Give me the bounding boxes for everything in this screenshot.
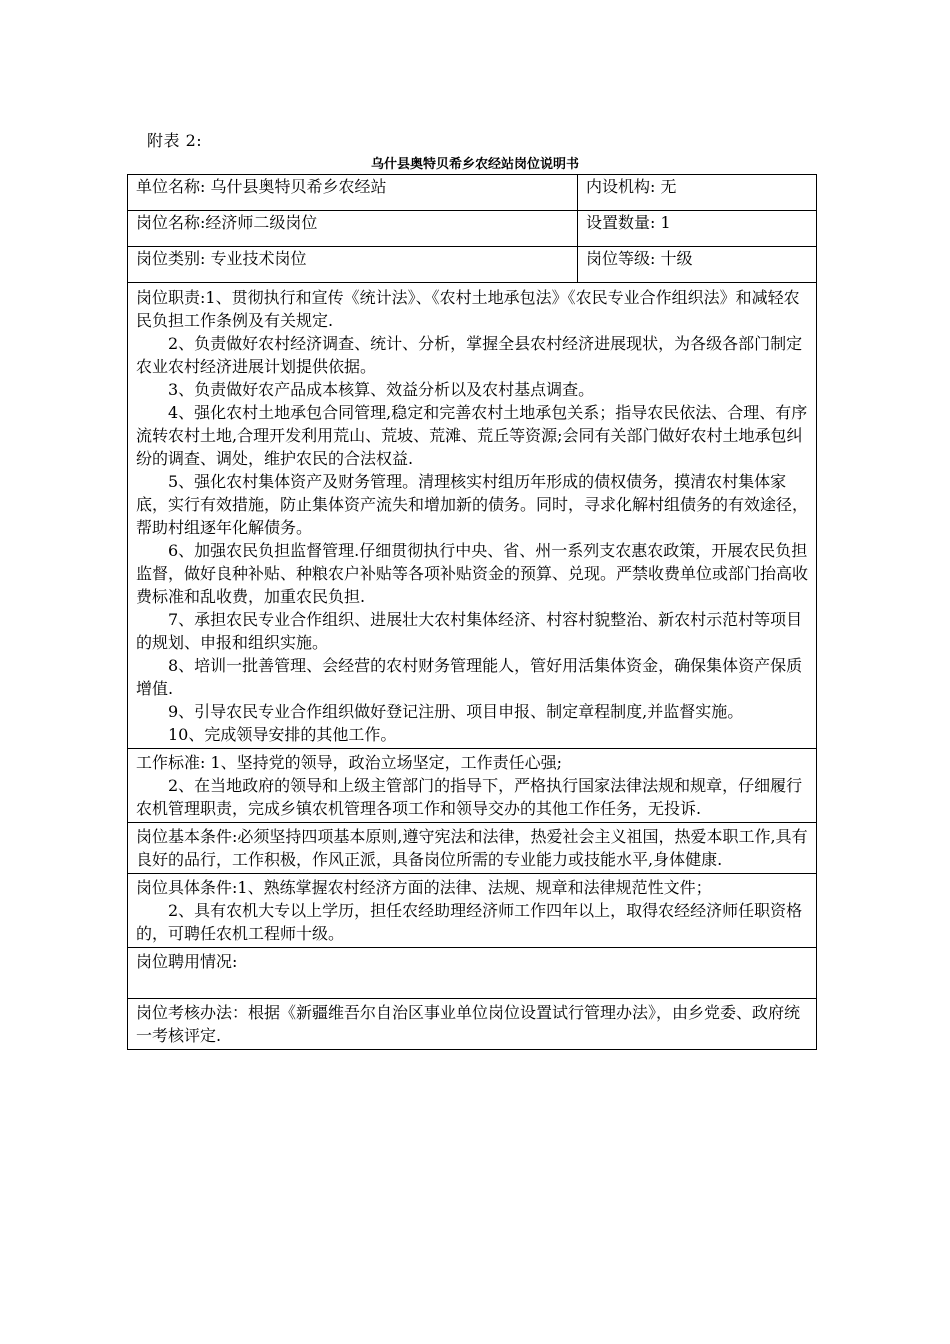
duties-intro: 岗位职责:1、贯彻执行和宣传《统计法》、《农村土地承包法》《农民专业合作组织法》和减轻农民负担工作条例及有关规定. — [136, 288, 800, 330]
duty-item: 7、承担农民专业合作组织、进展壮大农村集体经济、村容村貌整治、新农村示范村等项目的规划、申报和组织实施。 — [136, 610, 803, 652]
row-employment — [128, 948, 817, 999]
basic-conditions-cell: 岗位基本条件:必须坚持四项基本原则,遵守宪法和法律，热爱社会主义祖国，热爱本职工作,具有良好的品行，工作积极，作风正派，具备岗位所需的专业能力或技能水平,身体健康. — [128, 823, 817, 874]
post-name-cell: 岗位名称:经济师二级岗位 — [128, 211, 578, 247]
work-standard-intro: 工作标准: 1、坚持党的领导，政治立场坚定，工作责任心强; — [136, 753, 563, 772]
specific-conditions-cell — [128, 874, 817, 948]
row-duties — [128, 283, 817, 749]
duty-item: 9、引导农民专业合作组织做好登记注册、项目申报、制定章程制度,并监督实施。 — [168, 702, 744, 721]
duty-item: 8、培训一批善管理、会经营的农村财务管理能人，管好用活集体资金，确保集体资产保质增值. — [136, 656, 803, 698]
row-post — [128, 211, 817, 247]
duty-item: 6、加强农民负担监督管理.仔细贯彻执行中央、省、州一系列支农惠农政策，开展农民负担监督，做好良种补贴、种粮农户补贴等各项补贴资金的预算、兑现。严禁收费单位或部门抬高收费标准和乱收费，加重农民负担. — [136, 541, 809, 606]
internal-org-cell: 内设机构: 无 — [578, 175, 817, 211]
row-unit — [128, 175, 817, 211]
row-category — [128, 247, 817, 283]
duties-cell — [128, 283, 817, 749]
employment-cell: 岗位聘用情况: — [128, 948, 817, 999]
duty-item: 2、负责做好农村经济调查、统计、分析，掌握全县农村经济进展现状，为各级各部门制定农业农村经济进展计划提供依据。 — [136, 334, 803, 376]
document-title: 乌什县奥特贝希乡农经站岗位说明书 — [370, 157, 579, 172]
row-basic-conditions — [128, 823, 817, 874]
specific-conditions-item: 2、具有农机大专以上学历，担任农经助理经济师工作四年以上，取得农经经济师任职资格的，可聘任农机工程师十级。 — [136, 901, 803, 943]
duty-item: 5、强化农村集体资产及财务管理。清理核实村组历年形成的债权债务，摸清农村集体家底，实行有效措施，防止集体资产流失和增加新的债务。同时，寻求化解村组债务的有效途径，帮助村组逐年化解债务。 — [136, 472, 809, 537]
post-grade-cell: 岗位等级: 十级 — [578, 247, 817, 283]
annex-label: 附表 2: — [147, 131, 203, 150]
assessment-cell: 岗位考核办法：根据《新疆维吾尔自治区事业单位岗位设置试行管理办法》，由乡党委、政府统一考核评定. — [128, 999, 817, 1050]
unit-name-cell: 单位名称: 乌什县奥特贝希乡农经站 — [128, 175, 578, 211]
row-assessment — [128, 999, 817, 1050]
row-specific-conditions — [128, 874, 817, 948]
post-description-table — [127, 174, 817, 1050]
duty-item: 4、强化农村土地承包合同管理,稳定和完善农村土地承包关系；指导农民依法、合理、有序流转农村土地,合理开发利用荒山、荒坡、荒滩、荒丘等资源;会同有关部门做好农村土地承包纠纷的调查、调处，维护农民的合法权益. — [136, 403, 808, 468]
row-work-standard — [128, 749, 817, 823]
duty-item: 10、完成领导安排的其他工作。 — [168, 725, 397, 744]
work-standard-cell — [128, 749, 817, 823]
duty-item: 3、负责做好农产品成本核算、效益分析以及农村基点调查。 — [168, 380, 595, 399]
work-standard-item: 2、在当地政府的领导和上级主管部门的指导下，严格执行国家法律法规和规章，仔细履行农机管理职责，完成乡镇农机管理各项工作和领导交办的其他工作任务，无投诉. — [136, 776, 803, 818]
post-count-cell: 设置数量: 1 — [578, 211, 817, 247]
post-category-cell: 岗位类别: 专业技术岗位 — [128, 247, 578, 283]
specific-conditions-intro: 岗位具体条件:1、熟练掌握农村经济方面的法律、法规、规章和法律规范性文件； — [136, 878, 712, 897]
